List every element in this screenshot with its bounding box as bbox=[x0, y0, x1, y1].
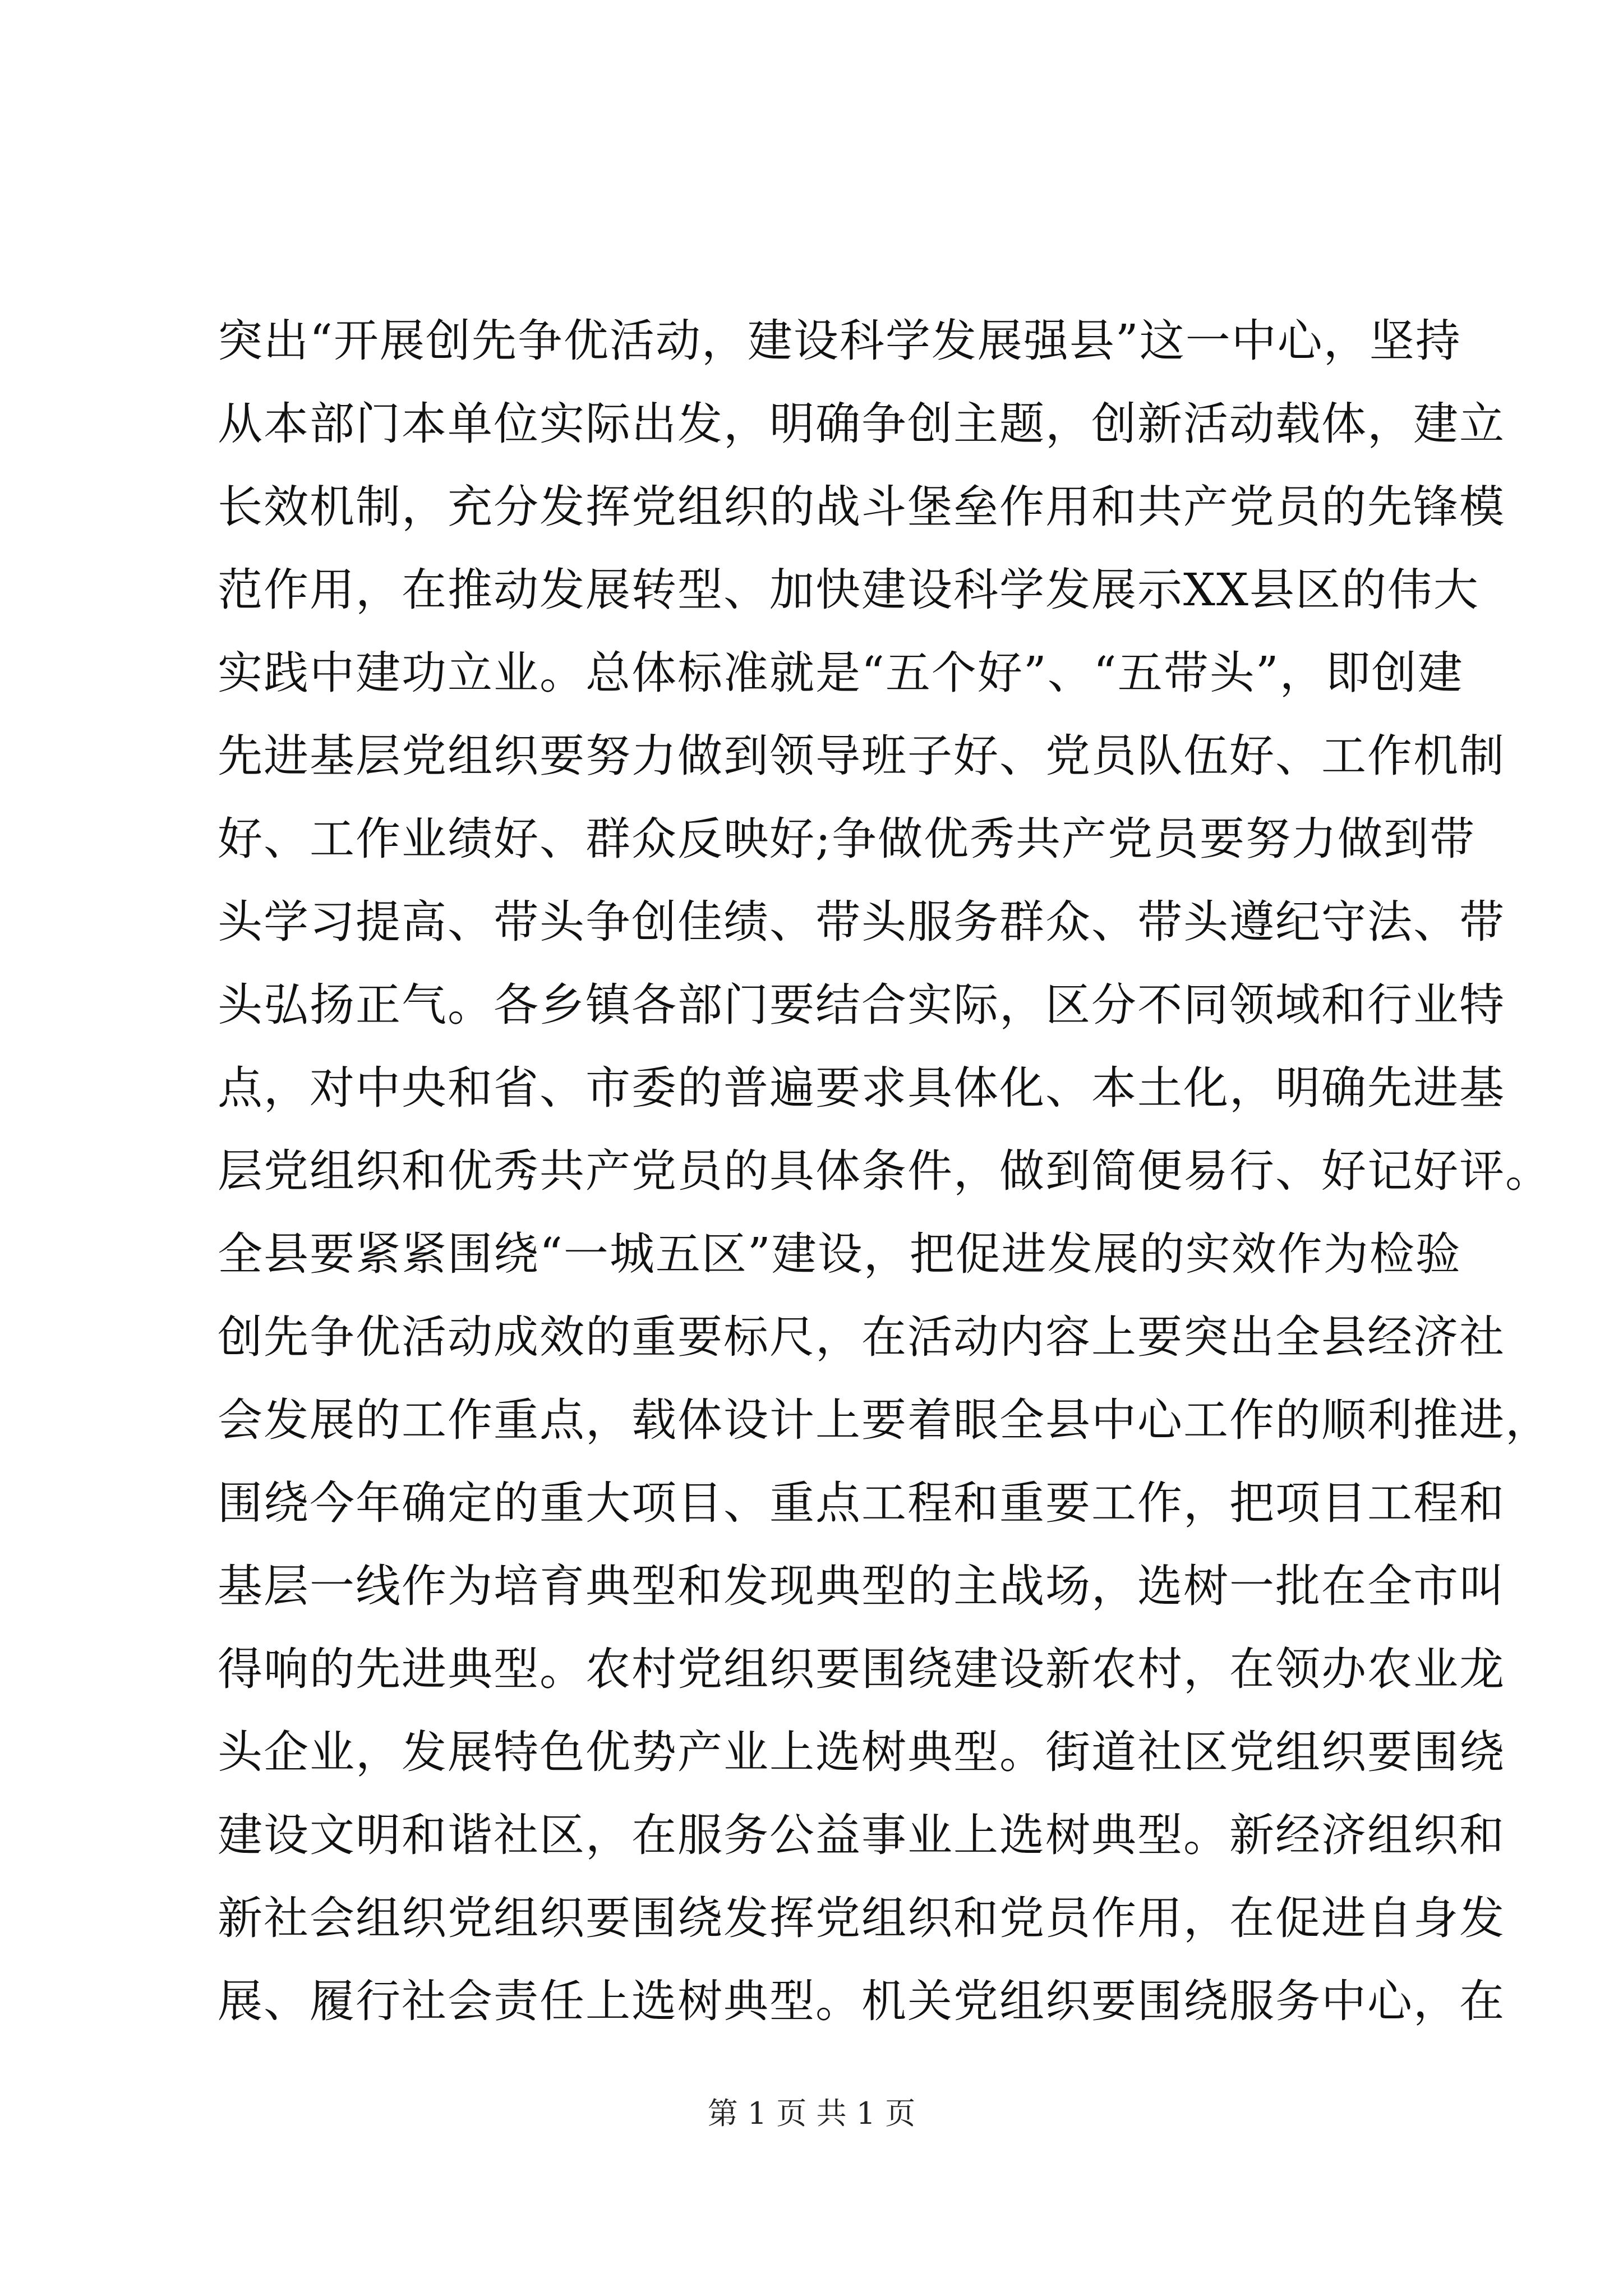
text-line: 实践中建功立业。总体标准就是“五个好”、“五带头”，即创建 bbox=[218, 647, 1464, 699]
text-line: 头企业，发展特色优势产业上选树典型。街道社区党组织要围绕 bbox=[218, 1726, 1505, 1778]
text-line: 得响的先进典型。农村党组织要围绕建设新农村，在领办农业龙 bbox=[218, 1643, 1505, 1695]
text-line: 先进基层党组织要努力做到领导班子好、党员队伍好、工作机制 bbox=[218, 730, 1505, 782]
page-footer: 第 1 页 共 1 页 bbox=[707, 2096, 916, 2131]
text-line: 长效机制，充分发挥党组织的战斗堡垒作用和共产党员的先锋模 bbox=[218, 481, 1505, 533]
text-line: 突出“开展创先争优活动，建设科学发展强县”这一中心，坚持 bbox=[218, 315, 1461, 367]
text-line: 全县要紧紧围绕“一城五区”建设，把促进发展的实效作为检验 bbox=[218, 1228, 1461, 1280]
text-line: 新社会组织党组织要围绕发挥党组织和党员作用，在促进自身发 bbox=[218, 1892, 1505, 1944]
text-line: 基层一线作为培育典型和发现典型的主战场，选树一批在全市叫 bbox=[218, 1560, 1505, 1612]
text-line: 会发展的工作重点，载体设计上要着眼全县中心工作的顺利推进， bbox=[218, 1394, 1551, 1446]
text-line: 范作用，在推动发展转型、加快建设科学发展示XX县区的伟大 bbox=[218, 564, 1479, 616]
text-line: 展、履行社会责任上选树典型。机关党组织要围绕服务中心，在 bbox=[218, 1975, 1505, 2027]
text-line: 层党组织和优秀共产党员的具体条件，做到简便易行、好记好评。 bbox=[218, 1145, 1551, 1197]
text-line: 从本部门本单位实际出发，明确争创主题，创新活动载体，建立 bbox=[218, 398, 1505, 450]
text-line: 头弘扬正气。各乡镇各部门要结合实际，区分不同领域和行业特 bbox=[218, 979, 1505, 1031]
text-line: 好、工作业绩好、群众反映好;争做优秀共产党员要努力做到带 bbox=[218, 813, 1476, 865]
body-text bbox=[218, 300, 1551, 2043]
text-line: 围绕今年确定的重大项目、重点工程和重要工作，把项目工程和 bbox=[218, 1477, 1505, 1529]
text-line: 头学习提高、带头争创佳绩、带头服务群众、带头遵纪守法、带 bbox=[218, 896, 1505, 948]
text-line: 建设文明和谐社区，在服务公益事业上选树典型。新经济组织和 bbox=[218, 1809, 1505, 1861]
text-line: 点，对中央和省、市委的普遍要求具体化、本土化，明确先进基 bbox=[218, 1062, 1505, 1114]
text-line: 创先争优活动成效的重要标尺，在活动内容上要突出全县经济社 bbox=[218, 1311, 1505, 1363]
